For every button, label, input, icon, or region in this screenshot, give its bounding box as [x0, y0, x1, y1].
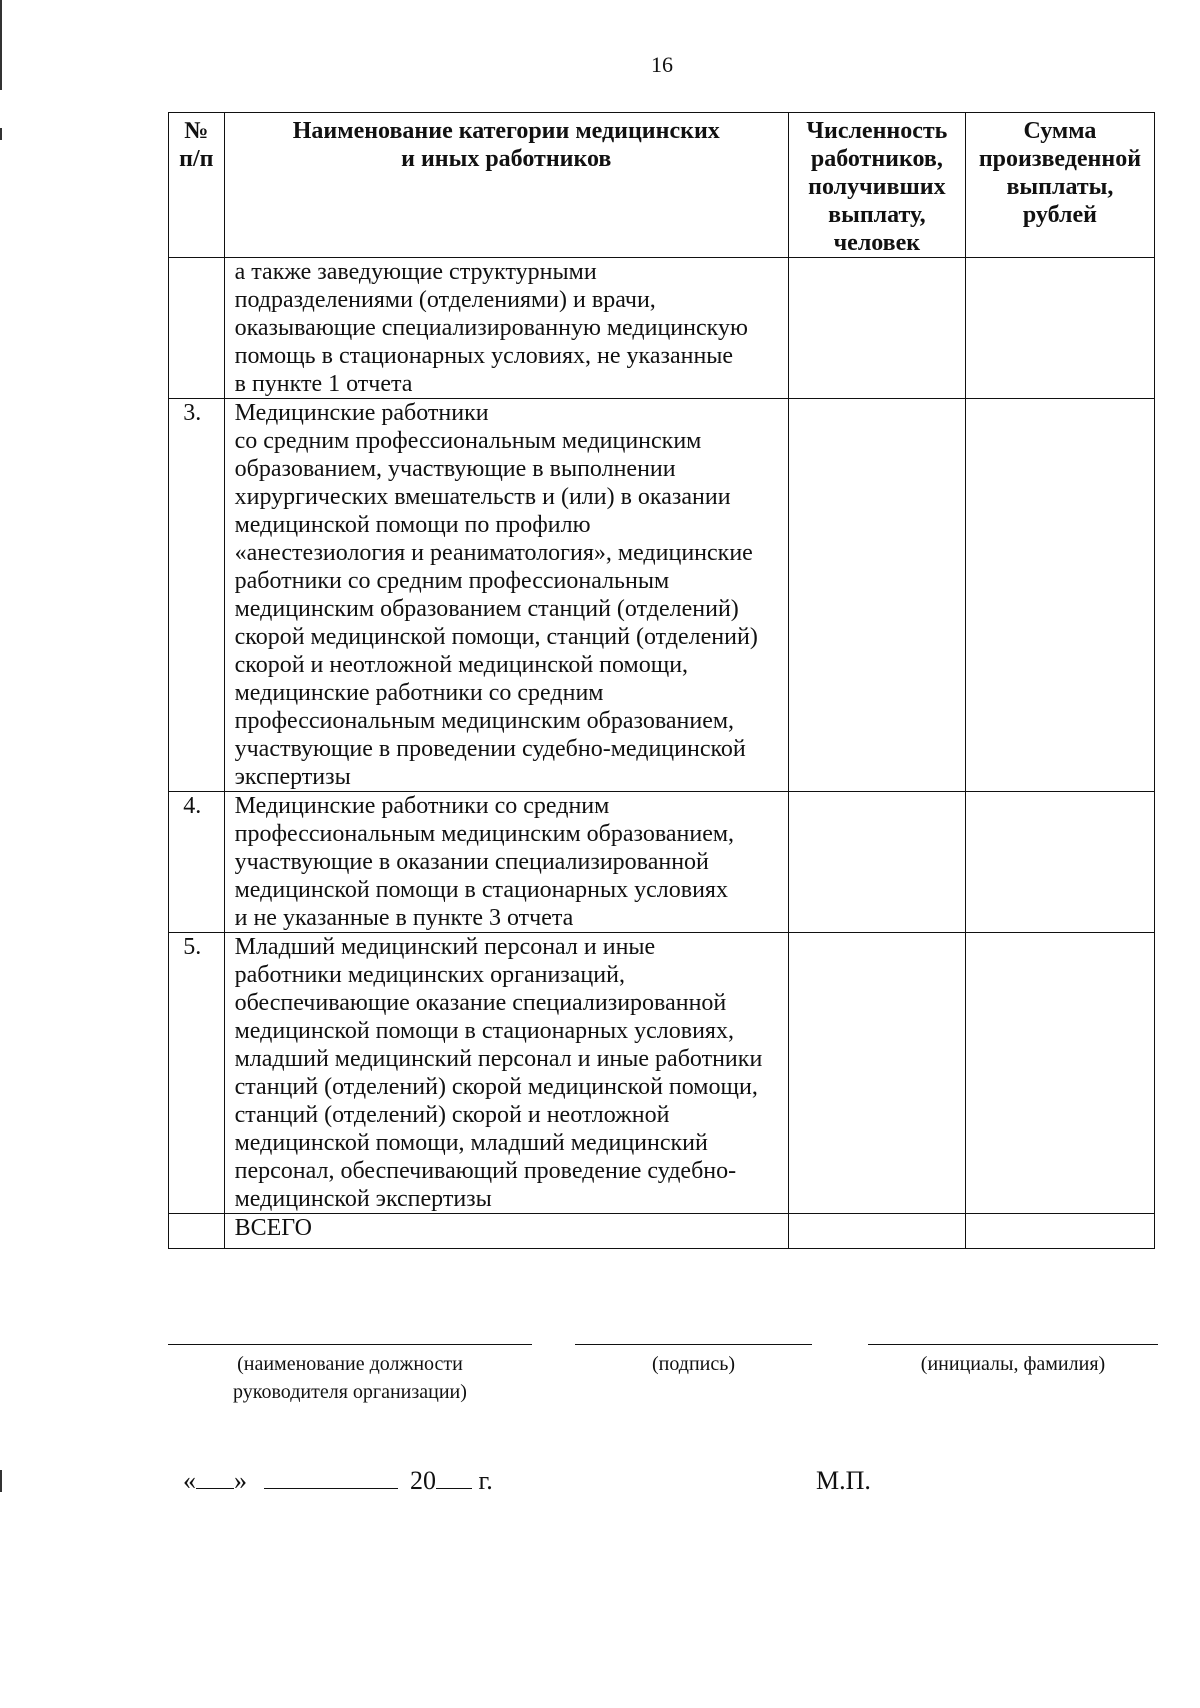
row-category-name: Медицинские работники со средним профессиональным медицинским образованием, участвующие в выполнении хирургических вмешательств и (или) в оказании медицинской помощи по профилю «анестезиология и реаниматология», медицинские работники со средним профессиональным медицинским образованием станций (отделений) скорой медицинской помощи, станций (отделений) скорой и неотложной медицинской помощи, медицинские работники со средним профессиональным медицинским образованием, участвующие в проведении судебно-медицинской экспертизы — [224, 399, 788, 792]
total-sum-cell — [965, 1214, 1154, 1249]
date-open-quote: « — [183, 1466, 196, 1495]
row-category-name: а также заведующие структурными подразделениями (отделениями) и врачи, оказывающие специализированную медицинскую помощь в стационарных условиях, не указанные в пункте 1 отчета — [224, 258, 788, 399]
year-suffix: г. — [478, 1466, 493, 1495]
row-sum-cell — [965, 399, 1154, 792]
header-name: Наименование категории медицинских и иных работников — [224, 113, 788, 258]
table-row — [169, 258, 1155, 399]
row-category-name: Медицинские работники со средним профессиональным медицинским образованием, участвующие в оказании специализированной медицинской помощи в стационарных условиях и не указанные в пункте 3 отчета — [224, 792, 788, 933]
row-count-cell — [788, 258, 965, 399]
signature-line[interactable] — [575, 1344, 812, 1345]
stamp-placeholder: М.П. — [816, 1466, 871, 1495]
row-number — [169, 258, 225, 399]
day-blank[interactable] — [196, 1466, 234, 1489]
table-row — [169, 399, 1155, 792]
name-caption: (инициалы, фамилия) — [920, 1353, 1106, 1375]
position-signature-line[interactable] — [168, 1344, 532, 1345]
total-count-cell — [788, 1214, 965, 1249]
table-row — [169, 792, 1155, 933]
scan-edge-mark — [0, 0, 2, 90]
date-close-quote: » — [234, 1466, 247, 1495]
row-count-cell — [788, 399, 965, 792]
row-number: 4. — [169, 792, 225, 933]
name-signature-line[interactable] — [868, 1344, 1158, 1345]
row-number: 5. — [169, 933, 225, 1214]
table-header-row — [169, 113, 1155, 258]
row-count-cell — [788, 933, 965, 1214]
row-category-name: Младший медицинский персонал и иные работники медицинских организаций, обеспечивающие оказание специализированной медицинской помощи в стационарных условиях, младший медицинский персонал и иные работники станций (отделений) скорой медицинской помощи, станций (отделений) скорой и неотложной медицинской помощи, младший медицинский персонал, обеспечивающий проведение судебно- медицинской экспертизы — [224, 933, 788, 1214]
signature-caption: (подпись) — [651, 1353, 736, 1375]
row-number: 3. — [169, 399, 225, 792]
row-count-cell — [788, 792, 965, 933]
row-sum-cell — [965, 933, 1154, 1214]
month-blank[interactable] — [264, 1466, 398, 1489]
header-sum: Сумма произведенной выплаты, рублей — [965, 113, 1154, 258]
table-row — [169, 933, 1155, 1214]
row-sum-cell — [965, 792, 1154, 933]
total-number — [169, 1214, 225, 1249]
scan-edge-mark — [0, 128, 2, 140]
report-table — [168, 112, 1155, 1249]
position-caption: (наименование должности руководителя организации) — [233, 1353, 467, 1403]
total-row — [169, 1214, 1155, 1249]
row-sum-cell — [965, 258, 1154, 399]
year-prefix: 20 — [410, 1466, 436, 1495]
header-num: № п/п — [169, 113, 225, 258]
header-count: Численность работников, получивших выплату, человек — [788, 113, 965, 258]
page-number: 16 — [651, 52, 673, 77]
scan-edge-mark — [0, 1470, 2, 1492]
total-label: ВСЕГО — [224, 1214, 788, 1249]
date-line — [183, 1466, 493, 1496]
year-blank[interactable] — [436, 1466, 472, 1489]
